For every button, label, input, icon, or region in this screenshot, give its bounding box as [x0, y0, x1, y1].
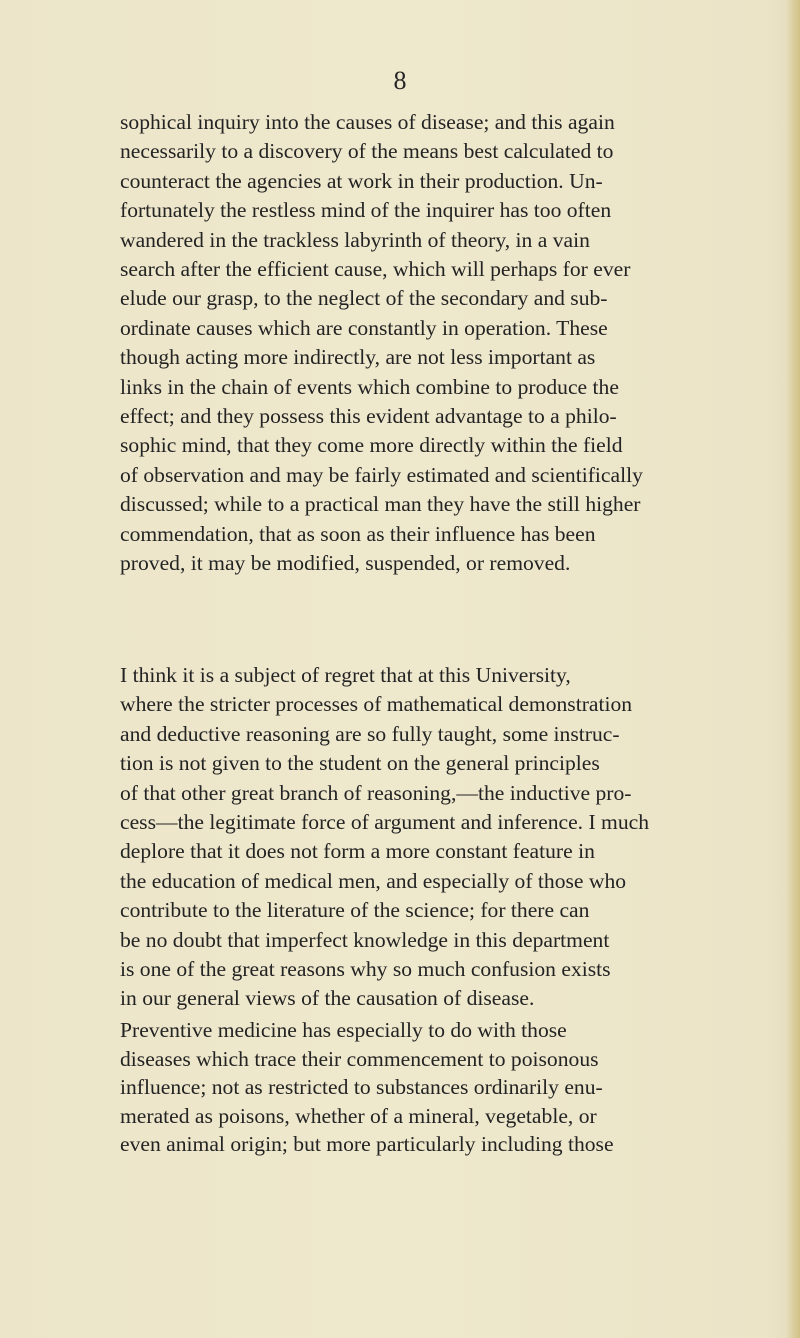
paragraph-2: I think it is a subject of regret that at this University, where the stricter processes of mathematical demonstration and deductive reasoning are so fully taught, some instruc- tion is not given to the student on the general principles of that other great branch of reasoning,—the inductive pro- cess—the legitimate force of argument and inference. I much deplore that it does not form a more constant feature in the education of medical men, and especially of those who contribute to the literature of the science; for there can be no doubt that imperfect knowledge in this department is one of the great reasons why so much confusion exists in our general views of the causation of disease.	[120, 663, 650, 1011]
page-number: 8	[393, 66, 407, 95]
paragraph-3: Preventive medicine has especially to do with those diseases which trace their commencement to poisonous influence; not as restricted to substances ordinarily enu- merated as poisons, whether of a mineral, vegetable, or even animal origin; but more particularly including those	[120, 1018, 614, 1157]
paragraph-1: sophical inquiry into the causes of disease; and this again necessarily to a discovery of the means best calculated to counteract the agencies at work in their production. Un- fortunately the restless mind of the inquirer has too often wandered in the trackless labyrinth of theory, in a vain search after the efficient cause, which will perhaps for ever elude our grasp, to the neglect of the secondary and sub- ordinate causes which are constantly in operation. These though acting more indirectly, are not less important as links in the chain of events which combine to produce the effect; and they possess this evident advantage to a philo- sophic mind, that they come more directly within the field of observation and may be fairly estimated and scientifically discussed; while to a practical man they have the still higher commendation, that as soon as their influence has been proved, it may be modified, suspended, or removed.	[120, 110, 643, 576]
page-edge-shadow	[786, 0, 800, 1338]
